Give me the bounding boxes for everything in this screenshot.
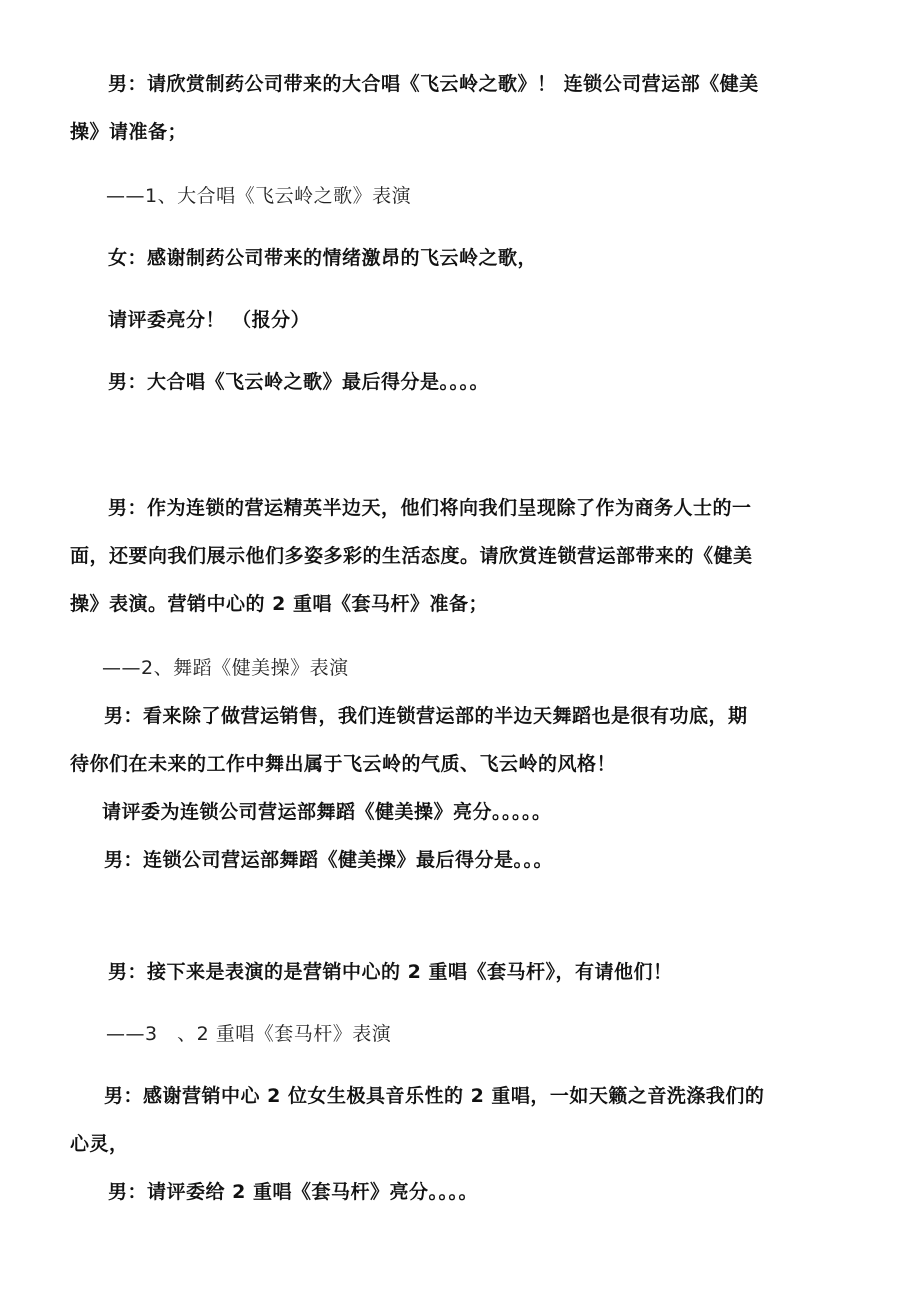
paragraph-final-score-1: 男：大合唱《飞云岭之歌》最后得分是。。。。 <box>108 371 490 393</box>
paragraph-duet-thanks-line-1: 男：感谢营销中心 2 位女生极具音乐性的 2 重唱，一如天籁之音洗涤我们的 <box>104 1085 765 1107</box>
program-item-3: ——3 、2 重唱《套马杆》表演 <box>106 1023 392 1045</box>
paragraph-dance-intro-line-3: 操》表演。营销中心的 2 重唱《套马杆》准备； <box>70 593 488 615</box>
paragraph-dance-intro-line-2: 面，还要向我们展示他们多姿多彩的生活态度。请欣赏连锁营运部带来的《健美 <box>70 545 753 567</box>
paragraph-thanks-chorus: 女：感谢制药公司带来的情绪激昂的飞云岭之歌， <box>108 247 538 269</box>
paragraph-intro-line-2: 操》请准备； <box>70 121 188 143</box>
paragraph-duet-intro: 男：接下来是表演的是营销中心的 2 重唱《套马杆》，有请他们！ <box>108 961 673 983</box>
paragraph-score-request-3: 男：请评委给 2 重唱《套马杆》亮分。。。。 <box>108 1181 478 1203</box>
program-item-1: ——1、大合唱《飞云岭之歌》表演 <box>106 185 412 207</box>
paragraph-duet-thanks-line-2: 心灵， <box>70 1133 129 1155</box>
paragraph-dance-intro-line-1: 男：作为连锁的营运精英半边天，他们将向我们呈现除了作为商务人士的一 <box>108 497 752 519</box>
paragraph-dance-comment-line-1: 男：看来除了做营运销售，我们连锁营运部的半边天舞蹈也是很有功底，期 <box>104 705 748 727</box>
paragraph-dance-comment-line-2: 待你们在未来的工作中舞出属于飞云岭的气质、飞云岭的风格！ <box>70 753 617 775</box>
program-item-2: ——2、舞蹈《健美操》表演 <box>102 657 349 679</box>
paragraph-intro-line-1: 男：请欣赏制药公司带来的大合唱《飞云岭之歌》！ 连锁公司营运部《健美 <box>108 73 759 95</box>
paragraph-final-score-2: 男：连锁公司营运部舞蹈《健美操》最后得分是。。。 <box>104 849 554 871</box>
paragraph-score-request-1: 请评委亮分！ （报分） <box>108 309 311 331</box>
paragraph-score-request-2: 请评委为连锁公司营运部舞蹈《健美操》亮分。。。。。 <box>102 801 552 823</box>
